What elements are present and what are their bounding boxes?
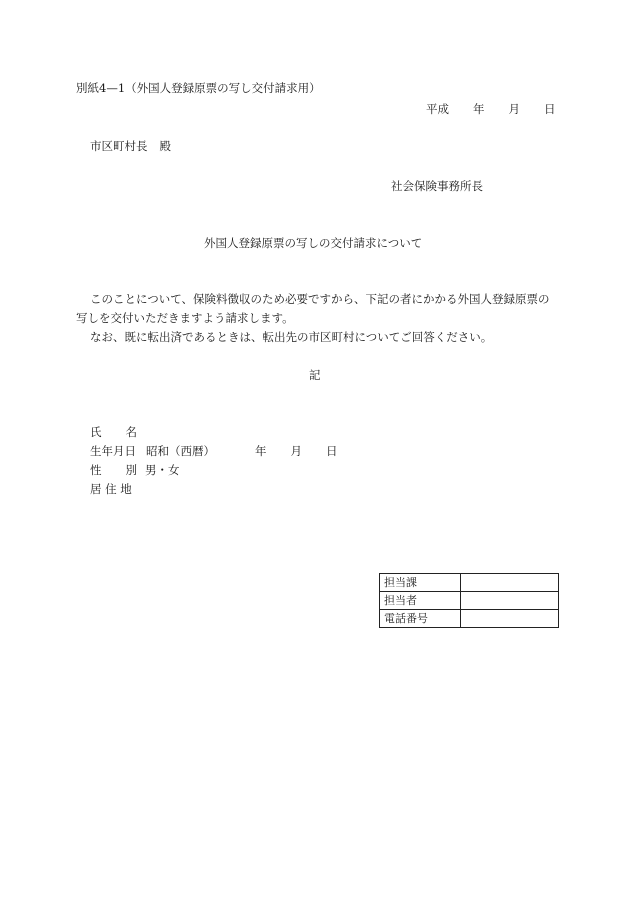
sex-label-1: 性 <box>90 463 102 477</box>
subject-title: 外国人登録原票の写しの交付請求について <box>204 236 423 250</box>
addressee-honorific: 殿 <box>159 139 171 153</box>
field-address: 居 住 地 <box>90 482 132 496</box>
date-line <box>426 101 556 118</box>
sex-label-2: 別 <box>125 463 137 477</box>
ki-heading: 記 <box>309 368 321 382</box>
field-birthdate <box>90 443 338 460</box>
contact-row-person <box>380 592 559 610</box>
contact-row-section <box>380 574 559 592</box>
addressee <box>90 138 171 155</box>
name-label-2: 名 <box>125 425 137 439</box>
body-line-2: 写しを交付いただきますよう請求します。 <box>76 311 294 325</box>
birth-month: 月 <box>290 444 302 458</box>
contact-row-phone <box>380 610 559 628</box>
sender: 社会保険事務所長 <box>391 179 483 193</box>
contact-table <box>379 573 559 628</box>
body-line-1: このことについて、保険料徴収のため必要ですから、下記の者にかかる外国人登録原票の <box>90 292 550 306</box>
field-sex <box>90 462 180 479</box>
date-month: 月 <box>508 102 520 116</box>
date-era: 平成 <box>426 102 449 116</box>
body-line-3: なお、既に転出済であるときは、転出先の市区町村についてご回答ください。 <box>90 330 493 344</box>
contact-label: 担当者 <box>380 592 461 610</box>
date-year: 年 <box>473 102 485 116</box>
contact-label: 電話番号 <box>380 610 461 628</box>
birth-year: 年 <box>255 444 267 458</box>
date-day: 日 <box>544 102 556 116</box>
birth-era: 昭和（西暦） <box>146 444 215 458</box>
contact-value <box>461 610 559 628</box>
contact-value <box>461 574 559 592</box>
name-label-1: 氏 <box>90 425 102 439</box>
addressee-name: 市区町村長 <box>90 139 148 153</box>
birth-day: 日 <box>326 444 338 458</box>
contact-value <box>461 592 559 610</box>
field-name <box>90 424 137 441</box>
sex-value: 男・女 <box>145 463 180 477</box>
contact-label: 担当課 <box>380 574 461 592</box>
birth-label: 生年月日 <box>90 444 136 458</box>
form-number: 別紙4—1（外国人登録原票の写し交付請求用） <box>76 81 321 95</box>
